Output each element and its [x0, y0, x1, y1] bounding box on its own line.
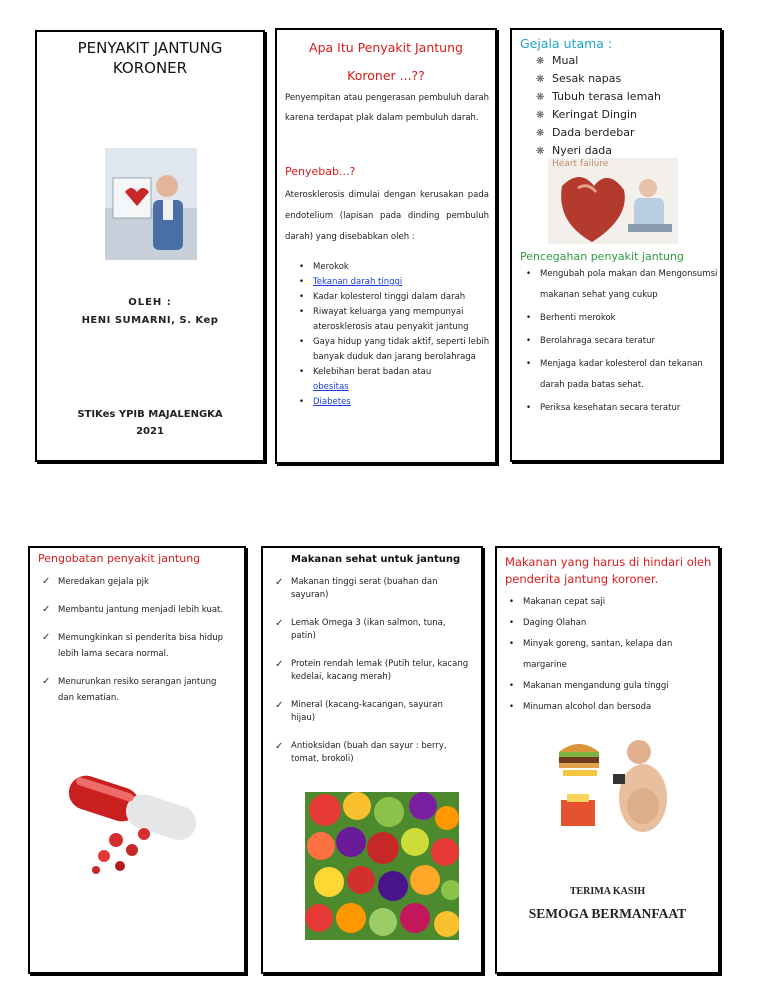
institution: STIKes YPIB MAJALENGKA [77, 409, 223, 420]
list-item: • Makanan cepat saji [507, 592, 707, 613]
list-item [297, 335, 493, 365]
cause-text: Aterosklerosis dimulai dengan kerusakan pada endotelium (lapisan pada dinding pembuluh darah) yang disebabkan oleh : [285, 190, 489, 242]
doctor-illustration [105, 148, 197, 260]
symptoms-panel [510, 28, 722, 462]
list-item: • Daging Olahan [507, 613, 707, 634]
list-item [297, 290, 493, 305]
pill-capsule-image [56, 770, 216, 882]
author-name: HENI SUMARNI, S. Kep [81, 315, 219, 326]
cause-heading: Penyebab...? [285, 165, 356, 178]
treatment-heading: Pengobatan penyakit jantung [38, 552, 201, 565]
heart-failure-image [548, 158, 678, 244]
list-item: ❋ Mual [536, 52, 716, 70]
cause-family-history: Riwayat keluarga yang mempunyai aterosklerosis atau penyakit jantung [313, 307, 469, 332]
list-item: • Menjaga kadar kolesterol dan tekanan darah pada batas sehat. [524, 354, 718, 396]
list-item: ✓ Protein rendah lemak (Putih telur, kacang kedelai, kacang merah) [275, 658, 469, 684]
heart-failure-illustration [548, 158, 678, 244]
list-item [297, 395, 493, 410]
healthy-food-list [275, 576, 469, 766]
definition-heading-line1: Apa Itu Penyakit Jantung [309, 40, 463, 55]
cover-title-line2: KORONER [112, 59, 188, 77]
list-item: ✓ Lemak Omega 3 (ikan salmon, tuna, patin) [275, 617, 469, 643]
heart-failure-caption: Heart failure [552, 159, 609, 169]
list-item: • Berhenti merokok [524, 308, 718, 329]
thanks-text: TERIMA KASIH [569, 886, 646, 897]
definition-heading-line2: Koroner ...?? [347, 68, 425, 83]
list-item [297, 275, 493, 290]
cause-cholesterol: Kadar kolesterol tinggi dalam darah [313, 292, 466, 302]
cause-diabetes-link[interactable]: Diabetes [313, 397, 351, 407]
list-item: ✓ Mineral (kacang-kacangan, sayuran hijau) [275, 699, 469, 725]
doctor-heart-image [105, 148, 197, 260]
list-item: ✓ Membantu jantung menjadi lebih kuat. [42, 602, 232, 618]
list-item: • Mengubah pola makan dan Mengonsumsi makanan sehat yang cukup [524, 264, 718, 306]
list-item: • Berolahraga secara teratur [524, 331, 718, 352]
definition-heading [277, 34, 495, 90]
list-item: ✓ Makanan tinggi serat (buahan dan sayuran) [275, 576, 469, 602]
list-item [297, 365, 493, 395]
closing-text: SEMOGA BERMANFAAT [528, 906, 687, 921]
avoid-food-heading: Makanan yang harus di hindari oleh penderita jantung koroner. [505, 555, 712, 586]
cause-list [297, 260, 493, 410]
list-item: ✓ Meredakan gejala pjk [42, 574, 232, 590]
prevention-heading: Pencegahan penyakit jantung [520, 250, 684, 263]
list-item: ❋ Tubuh terasa lemah [536, 88, 716, 106]
list-item: ❋ Nyeri dada [536, 142, 716, 160]
symptoms-heading: Gejala utama : [520, 36, 613, 51]
by-label: OLEH : [128, 297, 172, 308]
healthy-food-panel [261, 546, 483, 974]
list-item: • Minuman alcohol dan bersoda [507, 697, 707, 718]
cover-panel [35, 30, 265, 462]
fruits-image [305, 792, 459, 940]
list-item: ❋ Dada berdebar [536, 124, 716, 142]
cause-hypertension-link[interactable]: Tekanan darah tinggi [313, 277, 403, 287]
list-item [297, 305, 493, 335]
junk-food-illustration [555, 736, 673, 848]
avoid-food-panel [495, 546, 720, 974]
avoid-food-list [507, 592, 707, 718]
treatment-list [42, 574, 232, 706]
healthy-food-heading: Makanan sehat untuk jantung [291, 554, 461, 565]
list-item [297, 260, 493, 275]
cause-overweight: Kelebihan berat badan atau [313, 367, 432, 377]
year: 2021 [136, 426, 164, 437]
symptoms-list [536, 52, 716, 160]
cause-obesity-link[interactable]: obesitas [313, 382, 349, 392]
prevention-list [524, 264, 718, 419]
cover-title-line1: PENYAKIT JANTUNG [77, 39, 223, 57]
cause-smoking: Merokok [313, 262, 349, 272]
cause-inactive-lifestyle: Gaya hidup yang tidak aktif, seperti lebih banyak duduk dan jarang berolahraga [313, 337, 490, 362]
list-item: • Makanan mengandung gula tinggi [507, 676, 707, 697]
list-item: ✓ Menurunkan resiko serangan jantung dan kematian. [42, 674, 232, 706]
definition-panel [275, 28, 497, 464]
junk-food-image [555, 736, 673, 848]
capsule-illustration [56, 770, 216, 882]
treatment-panel [28, 546, 246, 974]
list-item: ✓ Memungkinkan si penderita bisa hidup lebih lama secara normal. [42, 630, 232, 662]
fruits-illustration [305, 792, 459, 940]
list-item: • Minyak goreng, santan, kelapa dan margarine [507, 634, 707, 676]
list-item: • Periksa kesehatan secara teratur [524, 398, 718, 419]
definition-text: Penyempitan atau pengerasan pembuluh darah karena terdapat plak dalam pembuluh darah. [285, 93, 489, 123]
list-item: ❋ Sesak napas [536, 70, 716, 88]
cover-title [37, 38, 263, 78]
list-item: ❋ Keringat Dingin [536, 106, 716, 124]
list-item: ✓ Antioksidan (buah dan sayur : berry, tomat, brokoli) [275, 740, 469, 766]
